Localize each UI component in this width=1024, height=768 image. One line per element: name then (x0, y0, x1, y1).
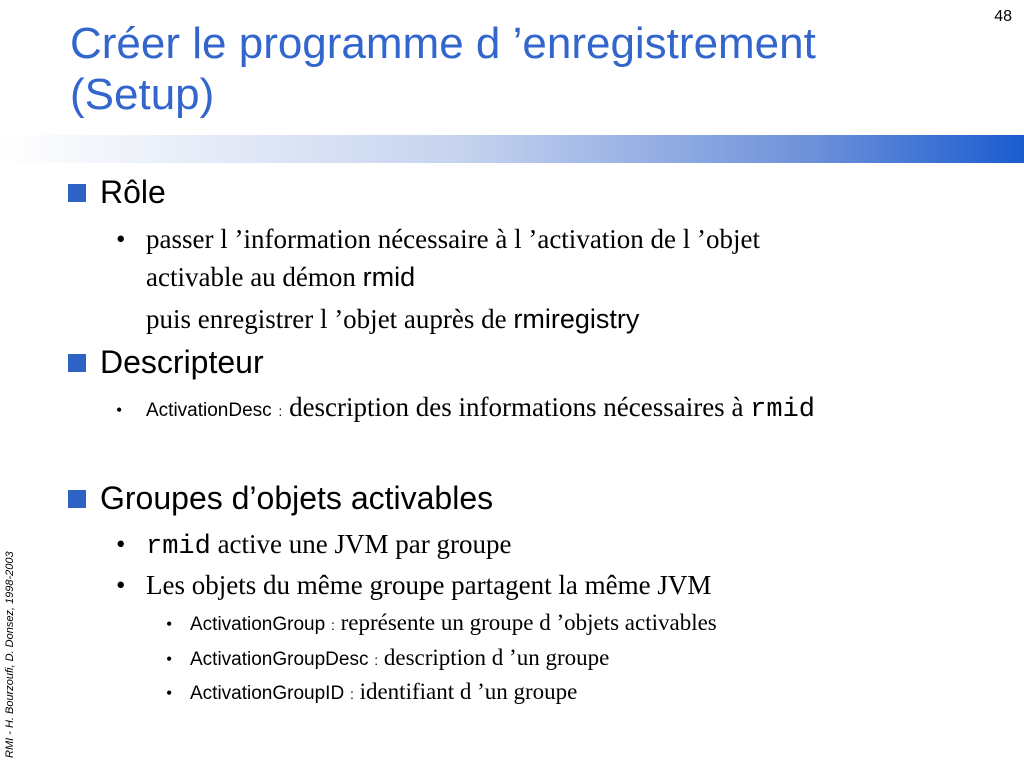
bullet-icon: • (116, 224, 126, 254)
heading-groupes-text: Groupes d’objets activables (100, 480, 494, 516)
title-line-2: (Setup) (70, 70, 215, 120)
page-number: 48 (994, 8, 1012, 25)
groupes-sub-item: • ActivationGroup : représente un groupe d ’objets activables (166, 610, 717, 635)
title-line-1: Créer le programme d ’enregistrement (70, 19, 816, 68)
descripteur-text: description des informations nécessaires à (289, 392, 744, 422)
activation-group-desc-class: ActivationGroupDesc (190, 649, 369, 670)
square-bullet-icon (68, 354, 86, 372)
slide-title (70, 18, 970, 121)
descripteur-item: • ActivationDesc : description des informations nécessaires à rmid (116, 392, 815, 425)
groupes-item-2: • Les objets du même groupe partagent la même JVM (116, 568, 711, 603)
title-gradient-bar (0, 135, 1024, 163)
rmid-code: rmid (750, 395, 815, 425)
square-bullet-icon (68, 490, 86, 508)
bullet-icon: • (116, 529, 126, 559)
groupes-item-1: • rmid active une JVM par groupe (116, 529, 512, 562)
bullet-icon: • (166, 683, 173, 703)
role-item-line3: puis enregistrer l ’objet auprès de rmiregistry (146, 304, 640, 334)
bullet-icon: • (116, 400, 123, 420)
activation-group-class: ActivationGroup (190, 614, 326, 635)
heading-role-text: Rôle (100, 174, 166, 210)
rmiregistry-code: rmiregistry (513, 304, 640, 334)
bullet-icon: • (166, 649, 173, 669)
role-item-line2: activable au démon rmid (146, 262, 416, 292)
activation-group-id-class: ActivationGroupID (190, 683, 345, 704)
square-bullet-icon (68, 184, 86, 202)
heading-descripteur-text: Descripteur (100, 344, 264, 380)
heading-descripteur (68, 344, 264, 381)
heading-groupes (68, 480, 493, 517)
bullet-icon: • (116, 570, 126, 600)
groupes-sub-item: • ActivationGroupID : identifiant d ’un groupe (166, 679, 578, 704)
role-item (116, 222, 760, 257)
side-credit: RMI - H. Bourzoufi, D. Donsez, 1998-2003 (4, 551, 16, 758)
bullet-icon: • (166, 614, 173, 634)
rmid-code: rmid (146, 532, 211, 562)
groupes-sub-item: • ActivationGroupDesc : description d ’un groupe (166, 645, 610, 670)
role-item-line1: passer l ’information nécessaire à l ’activation de l ’objet (146, 224, 761, 254)
rmid-code: rmid (362, 262, 416, 292)
activation-desc-class: ActivationDesc (146, 400, 272, 421)
heading-role (68, 174, 166, 211)
